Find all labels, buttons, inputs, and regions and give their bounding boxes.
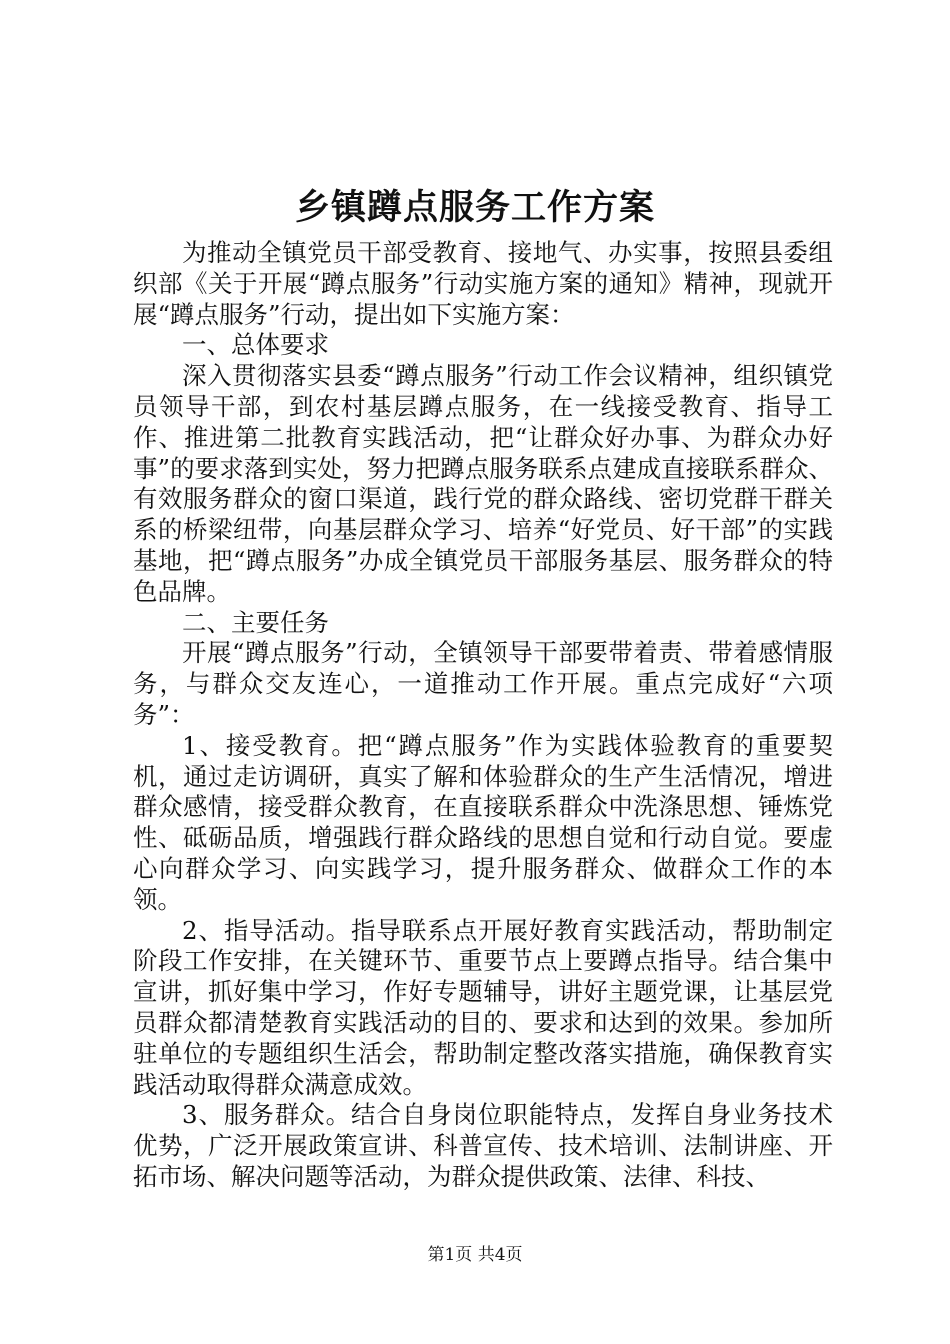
paragraph-task-2-guidance: 2、指导活动。指导联系点开展好教育实践活动，帮助制定阶段工作安排，在关键环节、重要节点上要蹲点指导。结合集中宣讲，抓好集中学习，作好专题辅导，讲好主题党课，让基层党员群众都清楚教育实践活动的目的、要求和达到的效果。参加所驻单位的专题组织生活会，帮助制定整改落实措施，确保教育实践活动取得群众满意成效。	[133, 915, 833, 1099]
paragraph-task-1-education: 1、接受教育。把“蹲点服务”作为实践体验教育的重要契机，通过走访调研，真实了解和体验群众的生产生活情况，增进群众感情，接受群众教育，在直接联系群众中洗涤思想、锤炼党性、砥砺品质，增强践行群众路线的思想自觉和行动自觉。要虚心向群众学习、向实践学习，提升服务群众、做群众工作的本领。	[133, 730, 833, 914]
document-title: 乡镇蹲点服务工作方案	[294, 187, 655, 228]
paragraph-intro: 为推动全镇党员干部受教育、接地气、办实事，按照县委组织部《关于开展“蹲点服务”行动实施方案的通知》精神，现就开展“蹲点服务”行动，提出如下实施方案：	[133, 238, 833, 329]
paragraph-main-tasks: 开展“蹲点服务”行动，全镇领导干部要带着责、带着感情服务，与群众交友连心，一道推动工作开展。重点完成好“六项务”：	[133, 638, 833, 729]
section-heading-general-requirements: 一、总体要求	[182, 330, 329, 360]
paragraph-task-3-service: 3、服务群众。结合自身岗位职能特点，发挥自身业务技术优势，广泛开展政策宣讲、科普宣传、技术培训、法制讲座、开拓市场、解决问题等活动，为群众提供政策、法律、科技、	[133, 1100, 833, 1191]
page-number-footer: 第1页 共4页	[427, 1245, 523, 1265]
paragraph-general-requirements: 深入贯彻落实县委“蹲点服务”行动工作会议精神，组织镇党员领导干部，到农村基层蹲点服务，在一线接受教育、指导工作、推进第二批教育实践活动，把“让群众好办事、为群众办好事”的要求落到实处，努力把蹲点服务联系点建成直接联系群众、有效服务群众的窗口渠道，践行党的群众路线、密切党群干群关系的桥梁纽带，向基层群众学习、培养“好党员、好干部”的实践基地，把“蹲点服务”办成全镇党员干部服务基层、服务群众的特色品牌。	[133, 361, 833, 606]
document-body	[133, 238, 833, 1193]
section-heading-main-tasks: 二、主要任务	[182, 607, 329, 637]
